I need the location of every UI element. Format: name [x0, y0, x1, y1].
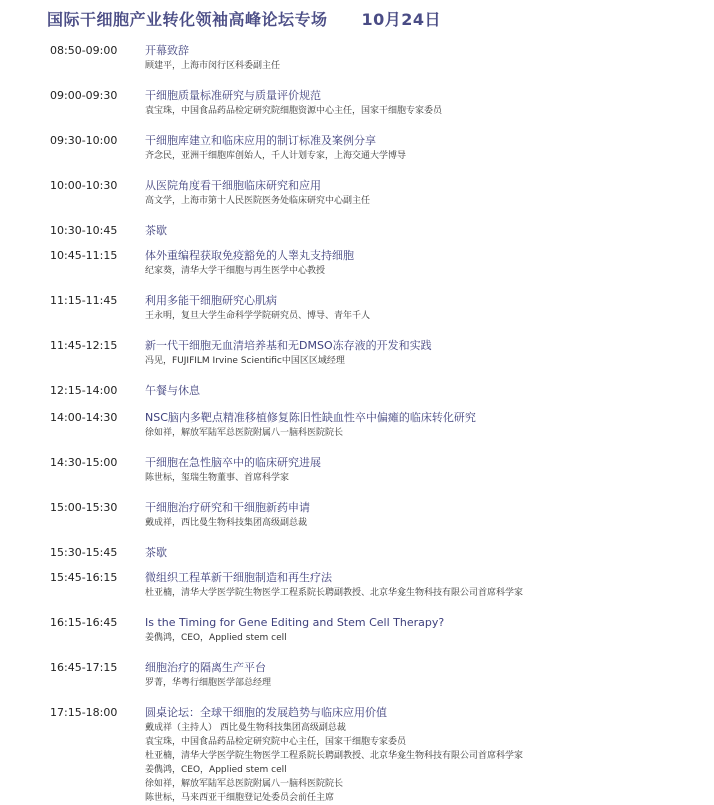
- session-content: [145, 570, 700, 600]
- session-content: [145, 338, 700, 368]
- schedule-row: [50, 545, 700, 561]
- session-title: 干细胞治疗研究和干细胞新药申请: [145, 501, 310, 514]
- schedule-row: [50, 133, 700, 163]
- session-time: 11:15-11:45: [50, 294, 118, 307]
- page-header: [47, 6, 441, 30]
- session-time: 15:00-15:30: [50, 501, 118, 514]
- schedule-row: [50, 500, 700, 530]
- schedule-list: [50, 43, 700, 805]
- session-time: 09:00-09:30: [50, 89, 118, 102]
- session-content: [145, 705, 700, 805]
- session-content: [145, 178, 700, 208]
- session-speaker: 陈世标，玺瑞生物董事、首席科学家: [145, 473, 290, 483]
- session-speaker: 齐念民，亚洲干细胞库创始人，千人计划专家，上海交通大学博导: [145, 151, 407, 161]
- session-content: [145, 455, 700, 485]
- session-time: 08:50-09:00: [50, 44, 118, 57]
- session-time: 14:00-14:30: [50, 411, 118, 424]
- session-content: [145, 410, 700, 440]
- session-speaker: 纪家葵，清华大学干细胞与再生医学中心教授: [145, 266, 326, 276]
- session-title: Is the Timing for Gene Editing and Stem Cell Therapy?: [145, 616, 445, 629]
- session-time: 11:45-12:15: [50, 339, 118, 352]
- schedule-row: [50, 293, 700, 323]
- schedule-row: [50, 43, 700, 73]
- schedule-row: [50, 455, 700, 485]
- session-speaker: 冯见，FUJIFILM Irvine Scientific中国区区域经理: [145, 356, 345, 366]
- session-content: [145, 133, 700, 163]
- session-time: 15:45-16:15: [50, 571, 118, 584]
- schedule-row: [50, 660, 700, 690]
- schedule-row: [50, 338, 700, 368]
- session-speaker: 杜亚楠，清华大学医学院生物医学工程系院长聘副教授、北京华龛生物科技有限公司首席科学家: [145, 588, 524, 598]
- session-content: [145, 660, 700, 690]
- session-time: 14:30-15:00: [50, 456, 118, 469]
- session-title: 午餐与休息: [145, 384, 200, 397]
- schedule-row: [50, 178, 700, 208]
- session-title: NSC脑内多靶点精准移植修复陈旧性缺血性卒中偏瘫的临床转化研究: [145, 411, 476, 424]
- forum-title: 国际干细胞产业转化领袖高峰论坛专场: [47, 9, 328, 29]
- schedule-row: [50, 570, 700, 600]
- session-time: 10:00-10:30: [50, 179, 118, 192]
- schedule-row: [50, 88, 700, 118]
- session-content: [145, 615, 700, 645]
- session-speaker: 戴成祥，西比曼生物科技集团高级副总裁: [145, 518, 308, 528]
- session-time: 15:30-15:45: [50, 546, 118, 559]
- session-time: 17:15-18:00: [50, 706, 118, 719]
- event-date: 10月24日: [361, 9, 442, 29]
- session-speaker: 陈世标，马来西亚干细胞登记处委员会前任主席: [145, 793, 335, 803]
- session-speaker: 袁宝珠，中国食品药品检定研究院中心主任，国家干细胞专家委员: [145, 737, 407, 747]
- schedule-row: [50, 248, 700, 278]
- session-content: [145, 545, 700, 561]
- session-title: 新一代干细胞无血清培养基和无DMSO冻存液的开发和实践: [145, 339, 432, 352]
- session-content: [145, 223, 700, 239]
- session-title: 干细胞库建立和临床应用的制订标准及案例分享: [145, 134, 376, 147]
- session-speaker: 王永明，复旦大学生命科学学院研究员、博导、青年千人: [145, 311, 371, 321]
- session-time: 10:30-10:45: [50, 224, 118, 237]
- session-title: 从医院角度看干细胞临床研究和应用: [145, 179, 321, 192]
- schedule-row: [50, 410, 700, 440]
- session-speaker: 高文学，上海市第十人民医院医务处临床研究中心副主任: [145, 196, 371, 206]
- session-content: [145, 43, 700, 73]
- session-speaker: 袁宝珠，中国食品药品检定研究院细胞资源中心主任，国家干细胞专家委员: [145, 106, 443, 116]
- session-content: [145, 293, 700, 323]
- session-content: [145, 88, 700, 118]
- session-content: [145, 383, 700, 399]
- session-title: 微组织工程革新干细胞制造和再生疗法: [145, 571, 332, 584]
- session-speaker: 戴成祥（主持人） 西比曼生物科技集团高级副总裁: [145, 723, 346, 733]
- schedule-row: [50, 223, 700, 239]
- session-title: 开幕致辞: [145, 44, 189, 57]
- schedule-row: [50, 705, 700, 805]
- session-title: 茶歇: [145, 224, 167, 237]
- session-title: 细胞治疗的隔离生产平台: [145, 661, 266, 674]
- session-speaker: 杜亚楠，清华大学医学院生物医学工程系院长聘副教授、北京华龛生物科技有限公司首席科学家: [145, 751, 524, 761]
- session-title: 圆桌论坛：全球干细胞的发展趋势与临床应用价值: [145, 706, 387, 719]
- session-content: [145, 248, 700, 278]
- session-time: 16:45-17:15: [50, 661, 118, 674]
- session-speaker: 徐如祥，解放军陆军总医院附属八一脑科医院院长: [145, 428, 344, 438]
- session-title: 干细胞在急性脑卒中的临床研究进展: [145, 456, 321, 469]
- session-speaker: 姜儁鸿，CEO，Applied stem cell: [145, 765, 287, 775]
- session-title: 利用多能干细胞研究心肌病: [145, 294, 277, 307]
- session-speaker: 罗菁，华粤行细胞医学部总经理: [145, 678, 272, 688]
- session-time: 16:15-16:45: [50, 616, 118, 629]
- schedule-row: [50, 615, 700, 645]
- session-speaker: 姜儁鸿，CEO，Applied stem cell: [145, 633, 287, 643]
- session-time: 10:45-11:15: [50, 249, 118, 262]
- session-time: 09:30-10:00: [50, 134, 118, 147]
- schedule-row: [50, 383, 700, 399]
- session-content: [145, 500, 700, 530]
- session-speaker: 徐如祥，解放军陆军总医院附属八一脑科医院院长: [145, 779, 344, 789]
- session-time: 12:15-14:00: [50, 384, 118, 397]
- session-speaker: 顾建平，上海市闵行区科委副主任: [145, 61, 281, 71]
- session-title: 体外重编程获取免疫豁免的人睾丸支持细胞: [145, 249, 354, 262]
- session-title: 茶歇: [145, 546, 167, 559]
- session-title: 干细胞质量标准研究与质量评价规范: [145, 89, 321, 102]
